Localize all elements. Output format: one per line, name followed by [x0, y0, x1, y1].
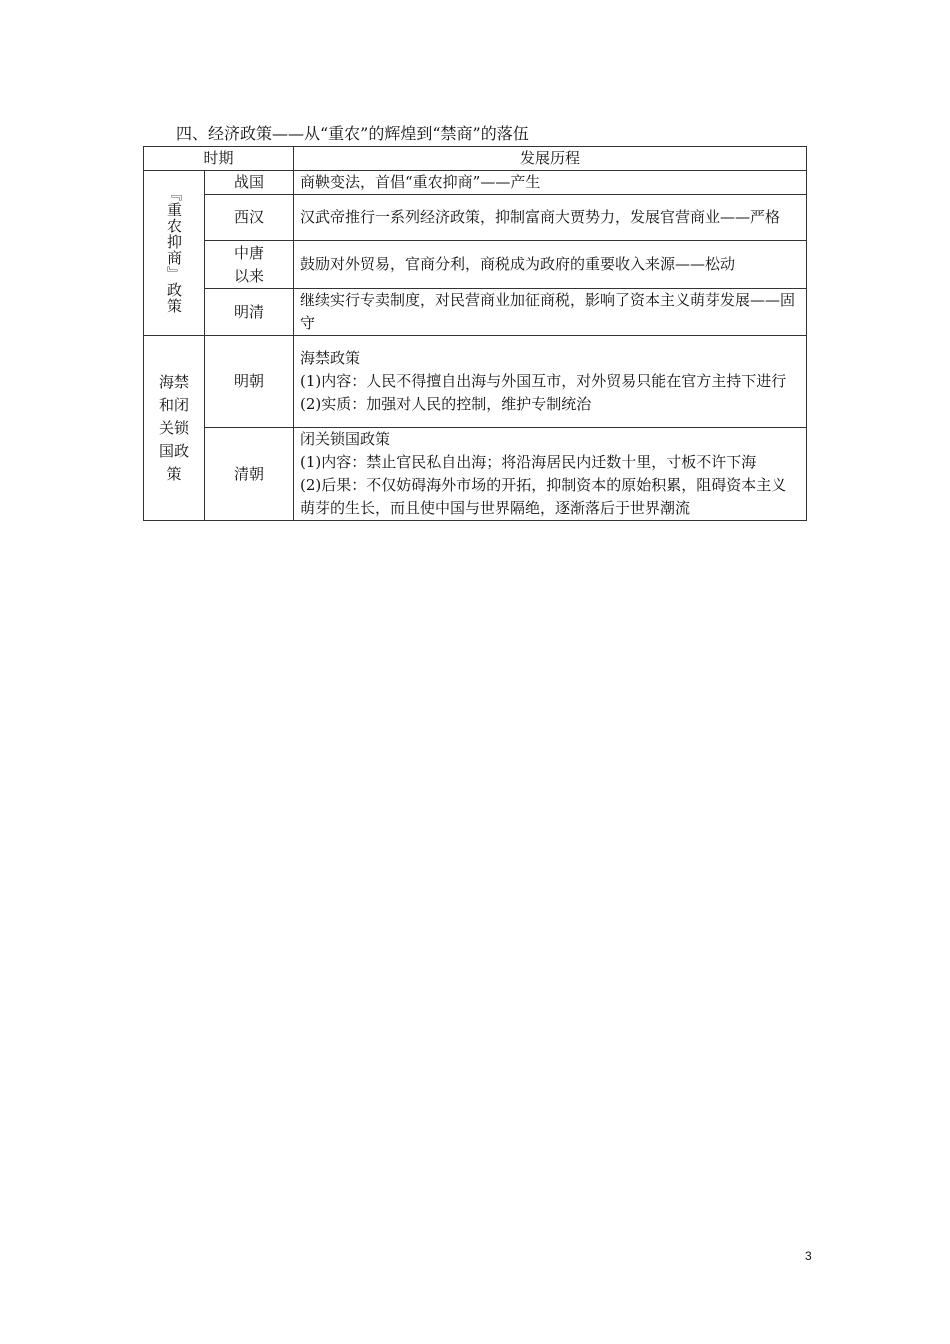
category-label: 『重农抑商』政策 [165, 185, 183, 314]
development-text: 闭关锁国政策 [300, 430, 391, 448]
period-label: 清朝 [233, 464, 264, 483]
development-text: (2)后果：不仅妨碍海外市场的开拓，抑制资本的原始积累，阻碍资本主义萌芽的生长，而且使中国与世界隔绝，逐渐落后于世界潮流 [300, 476, 787, 517]
development-text: (1)内容：人民不得擅自出海与外国互市，对外贸易只能在官方主持下进行 [300, 372, 787, 390]
period-cell [205, 428, 294, 521]
table-row [144, 171, 807, 195]
development-text: 汉武帝推行一系列经济政策，抑制富商大贾势力，发展官营商业——严格 [300, 208, 781, 226]
header-period: 时期 [144, 147, 294, 171]
section-title: 四、经济政策——从“重农”的辉煌到“禁商”的落伍 [176, 124, 529, 143]
development-text: (2)实质：加强对人民的控制，维护专制统治 [300, 395, 592, 413]
period-label: 明朝 [233, 372, 264, 390]
category-cell [144, 336, 205, 521]
period-cell [205, 336, 294, 428]
table-header-row [144, 147, 807, 171]
development-cell [294, 195, 807, 241]
development-text: 继续实行专卖制度，对民营商业加征商税，影响了资本主义萌芽发展——固守 [300, 291, 796, 332]
development-cell [294, 241, 807, 289]
period-cell [205, 241, 294, 289]
table-row [144, 289, 807, 336]
category-cell [144, 171, 205, 336]
table-row [144, 241, 807, 289]
economic-policy-table [143, 146, 807, 521]
development-cell [294, 289, 807, 336]
table-row [144, 195, 807, 241]
period-cell [205, 171, 294, 195]
period-label: 明清 [233, 302, 264, 321]
period-label: 战国 [233, 173, 264, 191]
period-label: 中唐以来 [233, 243, 264, 285]
development-text: 海禁政策 [300, 349, 361, 367]
table-row [144, 336, 807, 428]
development-cell [294, 171, 807, 195]
development-cell [294, 336, 807, 428]
development-text: 鼓励对外贸易，官商分利，商税成为政府的重要收入来源——松动 [300, 255, 736, 273]
period-cell [205, 289, 294, 336]
development-text: 商鞅变法，首倡“重农抑商”——产生 [300, 173, 541, 191]
header-development: 发展历程 [294, 147, 807, 171]
table-row [144, 428, 807, 521]
period-cell [205, 195, 294, 241]
page-number: 3 [805, 1249, 812, 1263]
category-label: 海禁和闭关锁国政策 [158, 372, 189, 483]
development-text: (1)内容：禁止官民私自出海；将沿海居民内迁数十里，寸板不许下海 [300, 453, 757, 471]
development-cell [294, 428, 807, 521]
period-label: 西汉 [233, 208, 264, 226]
